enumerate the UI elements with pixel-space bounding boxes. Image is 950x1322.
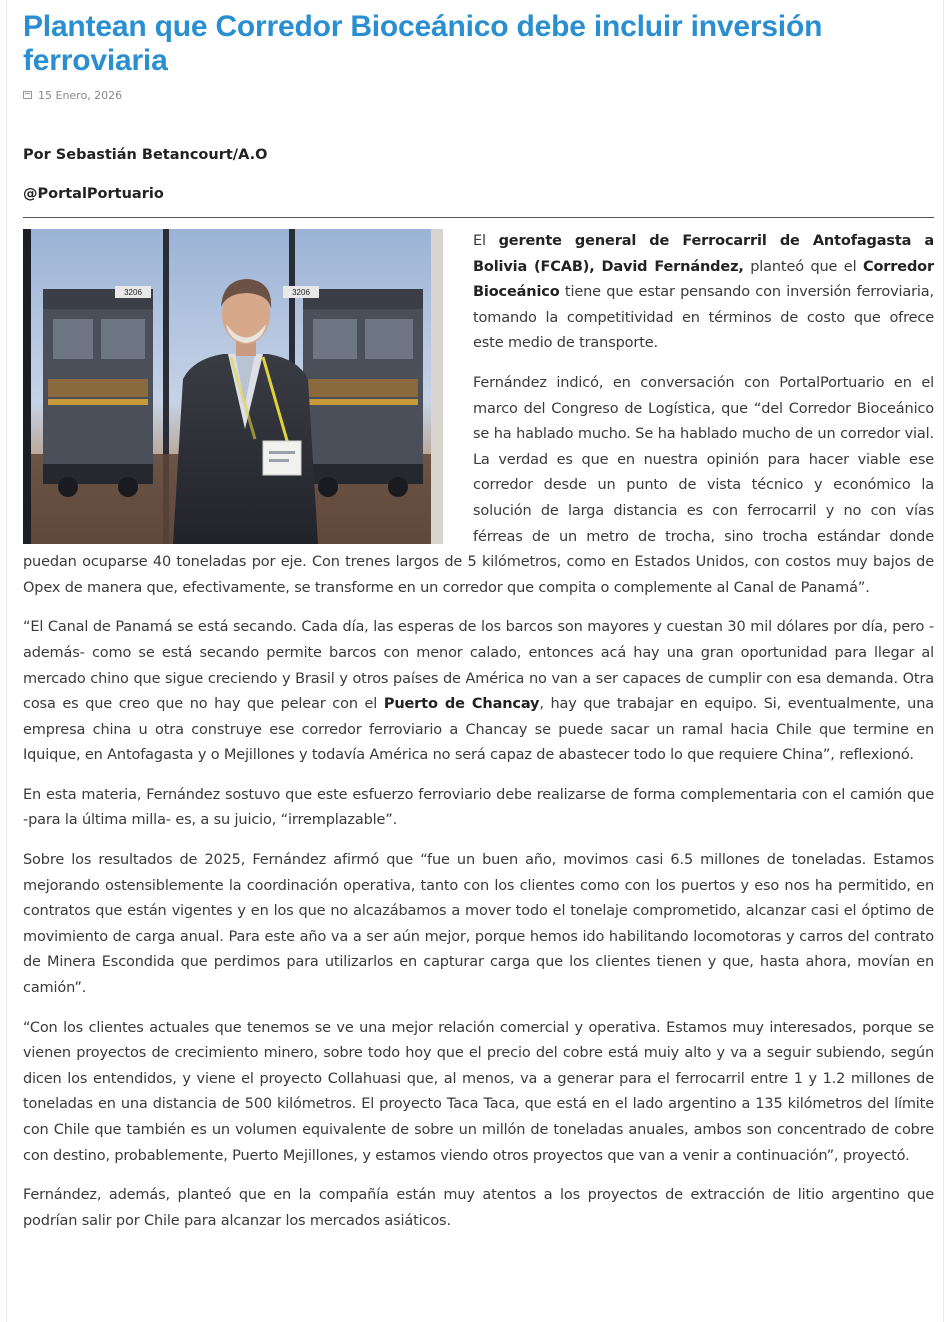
paragraph-5: Sobre los resultados de 2025, Fernández afirmó que “fue un buen año, movimos casi 6.5 millones de toneladas. Estamos mejorando ostensiblemente la coordinación operativa, tanto con los clientes como con los puertos y eso nos ha permitido, en contratos que están vigentes y en los que no alcazábamos a mover todo el tonelaje comprometido, alcanzar casi el óptimo de movimiento de carga anual. Para este año va a ser aún mejor, porque hemos ido habilitando locomotoras y carros del contrato de Minera Escondida que perdimos para utilizarlos en capturar carga que los clientes tienen y que, hasta ahora, movían en camión”. xyxy=(23,852,934,997)
article-date: 15 Enero, 2026 xyxy=(38,88,123,102)
loco-number-right: 3206 xyxy=(292,288,310,297)
article-photo[interactable] xyxy=(23,229,443,544)
page-frame xyxy=(6,0,944,1322)
paragraph-6: “Con los clientes actuales que tenemos se ve una mejor relación comercial y operativa. Estamos muy interesados, porque se vienen proyectos de crecimiento minero, sobre todo hoy que el precio del cobre está muiy alto y va a seguir subiendo, según dicen los entendidos, y viene el proyecto Collahuasi que, al menos, va a generar para el ferrocarril entre 1 y 1.2 millones de toneladas en una distancia de 500 kilómetros. El proyecto Taca Taca, que está en el lado argentino a 135 kilómetros del límite con Chile que también es un volumen equivalente de sobre un millón de toneladas anuales, ambos son concentrado de cobre con destino, probablemente, Puerto Mejillones, y estamos viendo otros proyectos que van a venir a continuación”, proyectó. xyxy=(23,1019,934,1164)
paragraph-7: Fernández, además, planteó que en la compañía están muy atentos a los proyectos de extracción de litio argentino que podrían salir por Chile para alcanzar los mercados asiáticos. xyxy=(23,1187,934,1229)
divider xyxy=(23,217,934,218)
article-container xyxy=(23,10,935,1248)
paragraph-3: “El Canal de Panamá se está secando. Cada día, las esperas de los barcos son mayores y cuestan 30 mil dólares por día, pero -además- como se está secando permite barcos con menor calado, entonces acá hay una gran oportunidad para llegar al mercado chino que sigue creciendo y Brasil y otros países de América no van a ser capaces de cumplir con esa demanda. Otra cosa es que creo que no hay que pelear con el Puerto de Chancay, hay que trabajar en equipo. Si, eventualmente, una empresa china u otra construye ese corredor ferroviario a Chancay se puede sacar un ramal hacia Chile que termine en Iquique, en Antofagasta y o Mejillones y todavía América no será capaz de abastecer todo lo que requiere China”, reflexionó. xyxy=(23,619,934,764)
author-byline: Por Sebastián Betancourt/A.O xyxy=(23,147,268,163)
paragraph-4: En esta materia, Fernández sostuvo que este esfuerzo ferroviario debe realizarse de forma complementaria con el camión que -para la última milla- es, a su juicio, “irremplazable”. xyxy=(23,786,934,829)
twitter-handle: @PortalPortuario xyxy=(23,186,164,202)
loco-number-left: 3206 xyxy=(124,288,142,297)
article-meta xyxy=(23,88,935,102)
calendar-icon xyxy=(23,91,32,99)
article-body xyxy=(23,229,934,1234)
paragraph-1: El gerente general de Ferrocarril de Antofagasta a Bolivia (FCAB), David Fernández, planteó que el Corredor Bioceánico tiene que estar pensando con inversión ferroviaria, tomando la competitividad en términos de costo que ofrece este medio de transporte. xyxy=(473,233,934,352)
paragraph-2: Fernández indicó, en conversación con PortalPortuario en el marco del Congreso de Logística, que “del Corredor Bioceánico se ha hablado mucho. Se ha hablado mucho de un corredor vial. La verdad es que en nuestra opinión para hacer viable ese corredor desde un punto de vista técnico y económico la solución de larga distancia es con ferrocarril y no con vías férreas de un metro de trocha, sino trocha estándar donde puedan ocuparse 40 toneladas por eje. Con trenes largos de 5 kilómetros, como en Estados Unidos, con costos muy bajos de Opex de manera que, efectivamente, se transforme en un corredor que compita o complemente al Canal de Panamá”. xyxy=(23,374,934,596)
article-title: Plantean que Corredor Bioceánico debe incluir inversión ferroviaria xyxy=(23,10,823,77)
